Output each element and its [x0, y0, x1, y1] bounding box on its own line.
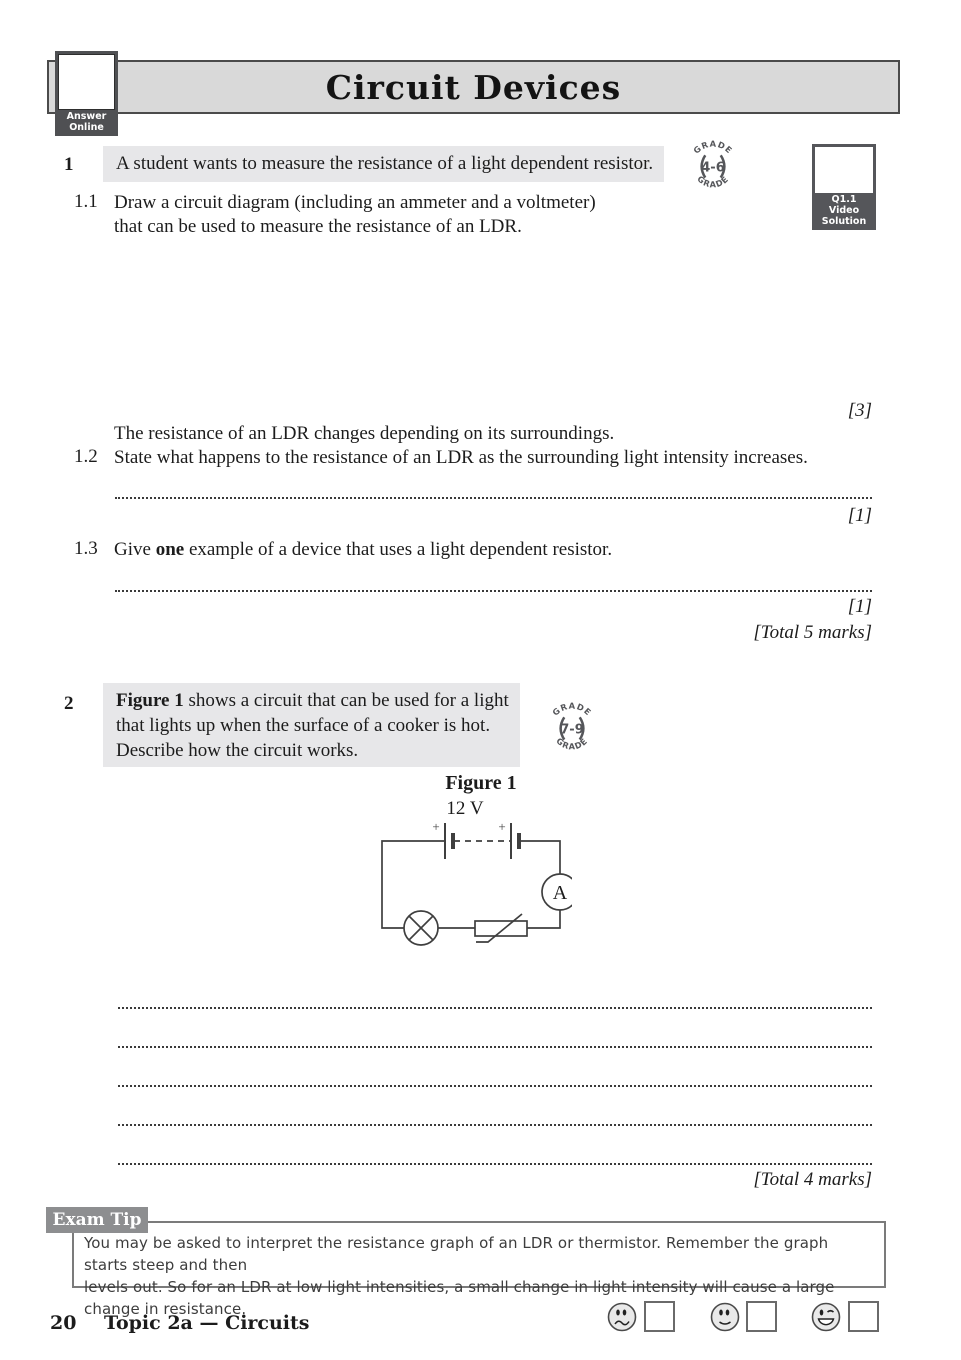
svg-text:GRADE: GRADE [691, 138, 735, 156]
grade-stamp-4-6 [684, 137, 742, 195]
figure-1-caption: Figure 1 [445, 772, 517, 794]
page-title-banner [47, 60, 900, 114]
question-2-intro-line3: Describe how the circuit works. [116, 740, 359, 761]
part-1-2-number: 1.2 [74, 446, 98, 467]
self-assessment-checkbox-2[interactable] [746, 1301, 777, 1332]
sad-face-icon [607, 1302, 637, 1332]
exam-tip-line2: levels out. So for an LDR at low light intensities, a small change in light intensity will cause a large change in resistance. [84, 1278, 835, 1318]
part-1-2-context: The resistance of an LDR changes depending on its surroundings. [114, 423, 615, 444]
part-1-1-number: 1.1 [74, 191, 98, 212]
question-1-number: 1 [64, 154, 74, 175]
part-1-3-text: Give one example of a device that uses a light dependent resistor. [114, 539, 613, 560]
wire-right-top [520, 841, 560, 874]
grade-stamp-7-9 [543, 699, 601, 757]
lamp-symbol [404, 911, 438, 945]
happy-face-icon [811, 1302, 841, 1332]
question-1-intro-highlight [103, 146, 664, 182]
circuit-diagram [372, 818, 572, 950]
battery-symbol [432, 819, 519, 859]
answer-line-2-5[interactable] [118, 1151, 872, 1165]
answer-line-2-1[interactable] [118, 995, 872, 1009]
video-solution-label: Q1.1 Video Solution [821, 194, 867, 227]
question-1-intro-text: A student wants to measure the resistance of a light dependent resistor. [116, 153, 654, 174]
answer-line-2-3[interactable] [118, 1073, 872, 1087]
figure-1-voltage-label: 12 V [446, 798, 484, 819]
part-1-3-marks: [1] [847, 596, 872, 617]
page-number: 20 [50, 1312, 77, 1334]
question-2-number: 2 [64, 693, 74, 714]
video-solution-qr-code [815, 147, 873, 193]
part-1-2-text: State what happens to the resistance of an LDR as the surrounding light intensity increases. [114, 447, 808, 468]
answer-online-label: Answer Online [66, 111, 107, 133]
svg-text:GRADE: GRADE [554, 735, 590, 752]
battery-plus-left: + [432, 819, 440, 834]
answer-line-2-2[interactable] [118, 1034, 872, 1048]
grade-band: 4-6 [701, 160, 725, 176]
part-1-1-text: Draw a circuit diagram (including an ammeter and a voltmeter) that can be used to measure the resistance of an LDR. [114, 192, 596, 237]
question-2-intro-line1: Figure 1 shows a circuit that can be used for a light [116, 690, 509, 711]
battery-plus-right: + [498, 819, 506, 834]
answer-line-1-2[interactable] [115, 485, 872, 499]
neutral-face-icon [710, 1302, 740, 1332]
page-title: Circuit Devices [325, 67, 622, 107]
answer-line-1-3[interactable] [115, 578, 872, 592]
question-1-total-marks: [Total 5 marks] [753, 622, 872, 643]
exam-tip-line1: You may be asked to interpret the resistance graph of an LDR or thermistor. Remember the graph starts steep and then [84, 1234, 829, 1274]
exam-tip-label: Exam Tip [46, 1207, 148, 1233]
thermistor-symbol [475, 914, 527, 942]
answer-online-badge[interactable] [55, 51, 118, 136]
ammeter-symbol [542, 874, 572, 910]
part-1-3-number: 1.3 [74, 538, 98, 559]
answer-online-qr-code [58, 54, 115, 110]
grade-band: 7-9 [560, 722, 584, 738]
part-1-1-marks: [3] [847, 400, 872, 421]
svg-text:GRADE: GRADE [550, 700, 594, 718]
self-assessment-checkbox-1[interactable] [644, 1301, 675, 1332]
question-2-total-marks: [Total 4 marks] [753, 1169, 872, 1190]
question-2-intro-highlight [103, 683, 520, 767]
self-assessment-checkbox-3[interactable] [848, 1301, 879, 1332]
ammeter-label: A [552, 882, 568, 904]
video-solution-badge[interactable] [812, 144, 876, 230]
exam-tip-box [72, 1221, 886, 1318]
answer-line-2-4[interactable] [118, 1112, 872, 1126]
part-1-2-marks: [1] [847, 505, 872, 526]
svg-text:GRADE: GRADE [695, 173, 731, 190]
question-2-intro-line2: that lights up when the surface of a cooker is hot. [116, 715, 491, 736]
footer-topic: Topic 2a — Circuits [104, 1312, 310, 1334]
wire-right-bottom [527, 910, 560, 928]
